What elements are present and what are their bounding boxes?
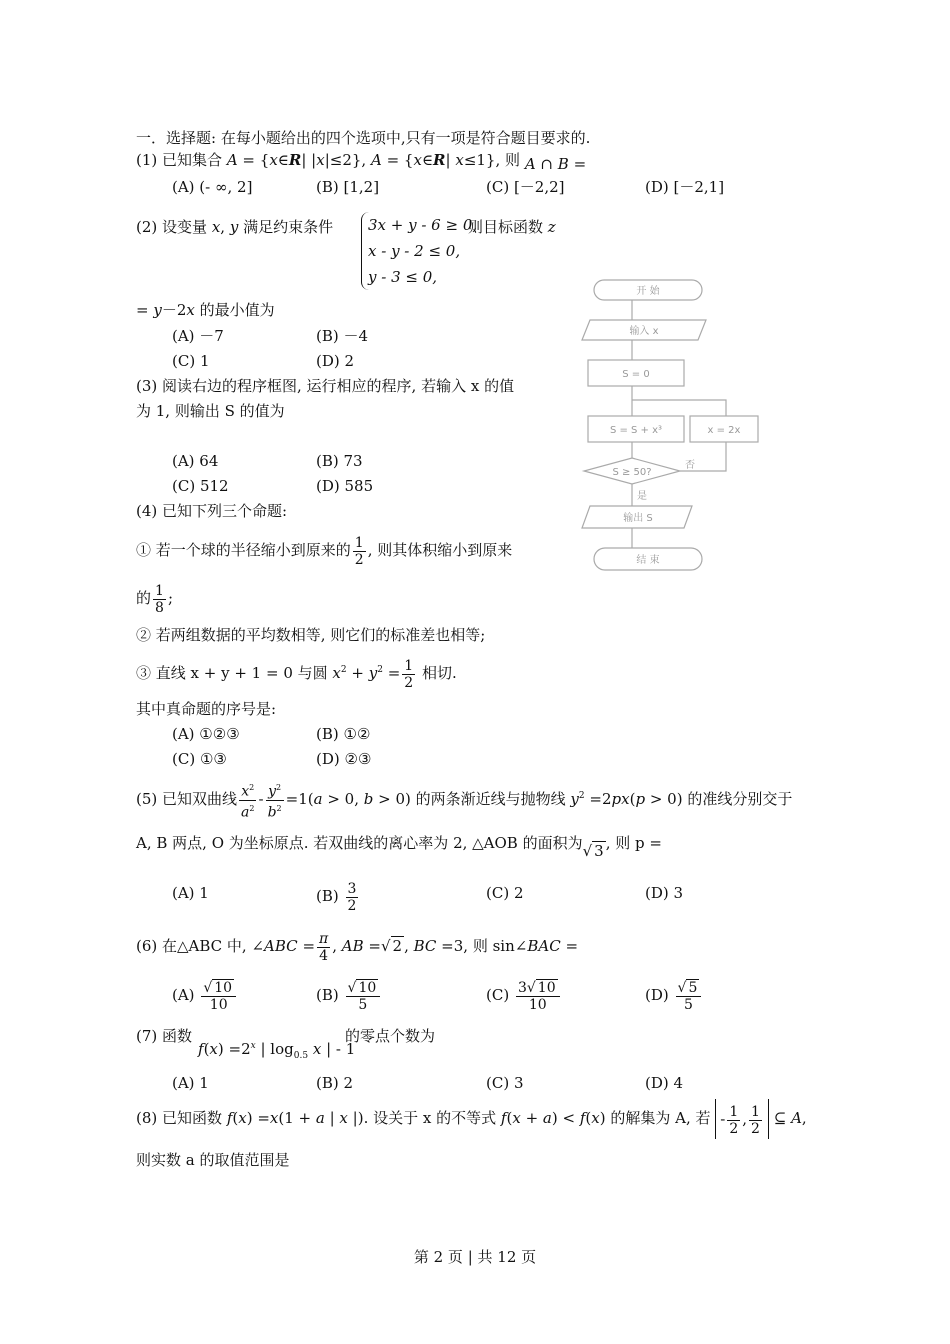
question-7-stem-a: (7) 函数 — [136, 1027, 193, 1045]
constraint-2: x - y - 2 ≤ 0, — [368, 242, 461, 260]
program-flowchart — [580, 276, 780, 576]
fc-start: 开 始 — [636, 286, 660, 297]
q6-option-c[interactable]: (C) $\frac{3√ 10}{10}$ — [486, 975, 562, 1015]
fc-input: 输入 x — [629, 326, 659, 337]
q2-option-b[interactable]: (B) －4 — [316, 327, 369, 345]
question-5-line-2: A, B 两点, O 为坐标原点. 若双曲线的离心率为 2, △AOB 的面积为√ 3 , 则 p = — [136, 834, 662, 860]
q5-option-d[interactable]: (D) 3 — [645, 884, 684, 902]
proposition-1: ① 若一个球的半径缩小到原来的 $\frac{1}{2}$ , 则其体积缩小到原来 — [136, 534, 513, 568]
fc-update: S = S + x³ — [609, 425, 663, 436]
fraction-one-half: $\frac{1}{2}$ — [354, 534, 364, 568]
constraint-1: 3x + y - 6 ≥ 0, — [368, 216, 478, 234]
q6-option-d[interactable]: (D) $\frac{√ 5}{5}$ — [645, 975, 703, 1015]
q1-option-d[interactable]: (D) [－2,1] — [645, 178, 725, 196]
question-2-stem-cont: 则目标函数 z — [468, 218, 556, 236]
q4-option-c[interactable]: (C) ①③ — [172, 750, 227, 768]
constraint-system — [361, 212, 477, 290]
q4-option-b[interactable]: (B) ①② — [316, 725, 371, 743]
q1-option-a[interactable]: (A) (- ∞, 2] — [172, 178, 253, 196]
q7-option-d[interactable]: (D) 4 — [645, 1074, 684, 1092]
fc-end: 结 束 — [636, 555, 660, 566]
question-7-stem-b: 的零点个数为 — [345, 1027, 436, 1045]
question-6-stem: (6) 在△ABC 中, ∠ABC = $\frac{\pi}{4}$ , AB =√ 2 , BC =3, 则 sin∠BAC = — [136, 930, 579, 964]
fc-yes: 是 — [637, 491, 647, 502]
fraction-one-eighth: $\frac{1}{8}$ — [155, 582, 164, 616]
q2-option-c[interactable]: (C) 1 — [172, 352, 210, 370]
question-3-line-2: 为 1, 则输出 S 的值为 — [136, 402, 285, 420]
fc-no: 否 — [685, 460, 695, 471]
question-1-stem: (1) 已知集合 A = {x∈R| |x|≤2}, A = {x∈R| x≤1}, 则 A ∩ B = — [136, 151, 587, 173]
q1-option-b[interactable]: (B) [1,2] — [316, 178, 380, 196]
question-2-objective: = y－2x 的最小值为 — [136, 301, 275, 319]
proposition-3: ③ 直线 x + y + 1 = 0 与圆 $x^2 + y^2$ = $\frac{1}{2}$ 相切. — [136, 657, 457, 691]
q3-option-a[interactable]: (A) 64 — [172, 452, 219, 470]
question-8-stem: (8) 已知函数 f(x) =x(1 + a | x |). 设关于 x 的不等式 f(x + a) < f(x) 的解集为 A, 若 - $\frac{1}{2}$ , $\frac{1}{2}$ ⊆ A, — [136, 1098, 807, 1139]
question-8-line-2: 则实数 a 的取值范围是 — [136, 1151, 290, 1169]
page-footer: 第 2 页 | 共 12 页 — [413, 1248, 537, 1266]
q2-option-d[interactable]: (D) 2 — [316, 352, 355, 370]
q5-option-b[interactable]: (B) $\frac{3}{2}$ — [316, 880, 357, 914]
q6-option-a[interactable]: (A) $\frac{√ 10}{10}$ — [172, 975, 238, 1015]
question-3-line-1: (3) 阅读右边的程序框图, 运行相应的程序, 若输入 x 的值 — [136, 377, 515, 395]
q7-option-c[interactable]: (C) 3 — [486, 1074, 524, 1092]
q3-option-b[interactable]: (B) 73 — [316, 452, 363, 470]
fc-init: S = 0 — [622, 369, 650, 380]
question-2-stem: (2) 设变量 x, y 满足约束条件 — [136, 218, 334, 236]
q3-option-c[interactable]: (C) 512 — [172, 477, 229, 495]
question-7-function: $f(x) =2^x$ | $\log_{0.5} x$ | - 1 — [198, 1040, 356, 1061]
q5-option-a[interactable]: (A) 1 — [172, 884, 209, 902]
q3-option-d[interactable]: (D) 585 — [316, 477, 374, 495]
q6-option-b[interactable]: (B) $\frac{√ 10}{5}$ — [316, 975, 382, 1015]
q7-option-b[interactable]: (B) 2 — [316, 1074, 354, 1092]
question-4-ask: 其中真命题的序号是: — [136, 700, 277, 718]
section-title: 一．选择题: 在每小题给出的四个选项中,只有一项是符合题目要求的. — [136, 129, 591, 147]
q7-option-a[interactable]: (A) 1 — [172, 1074, 209, 1092]
q2-option-a[interactable]: (A) －7 — [172, 327, 224, 345]
q5-option-c[interactable]: (C) 2 — [486, 884, 524, 902]
question-5-stem: (5) 已知双曲线 $\frac{x^2}{a^2}$ - $\frac{y^2}{b^2}$ =1(a > 0, b > 0) 的两条渐近线与抛物线 $y^2 =2px(p > 0)$ 的准线分别交于 — [136, 776, 792, 820]
proposition-2: ② 若两组数据的平均数相等, 则它们的标准差也相等; — [136, 626, 486, 644]
q1-option-c[interactable]: (C) [－2,2] — [486, 178, 565, 196]
fc-output: 输出 S — [623, 513, 653, 524]
fc-step: x = 2x — [707, 425, 741, 436]
q4-option-d[interactable]: (D) ②③ — [316, 750, 372, 768]
question-4-stem: (4) 已知下列三个命题: — [136, 502, 288, 520]
fc-cond: S ≥ 50? — [612, 467, 652, 478]
proposition-1-cont: 的 $\frac{1}{8}$ ; — [136, 582, 173, 616]
constraint-3: y - 3 ≤ 0, — [368, 268, 438, 286]
q4-option-a[interactable]: (A) ①②③ — [172, 725, 240, 743]
